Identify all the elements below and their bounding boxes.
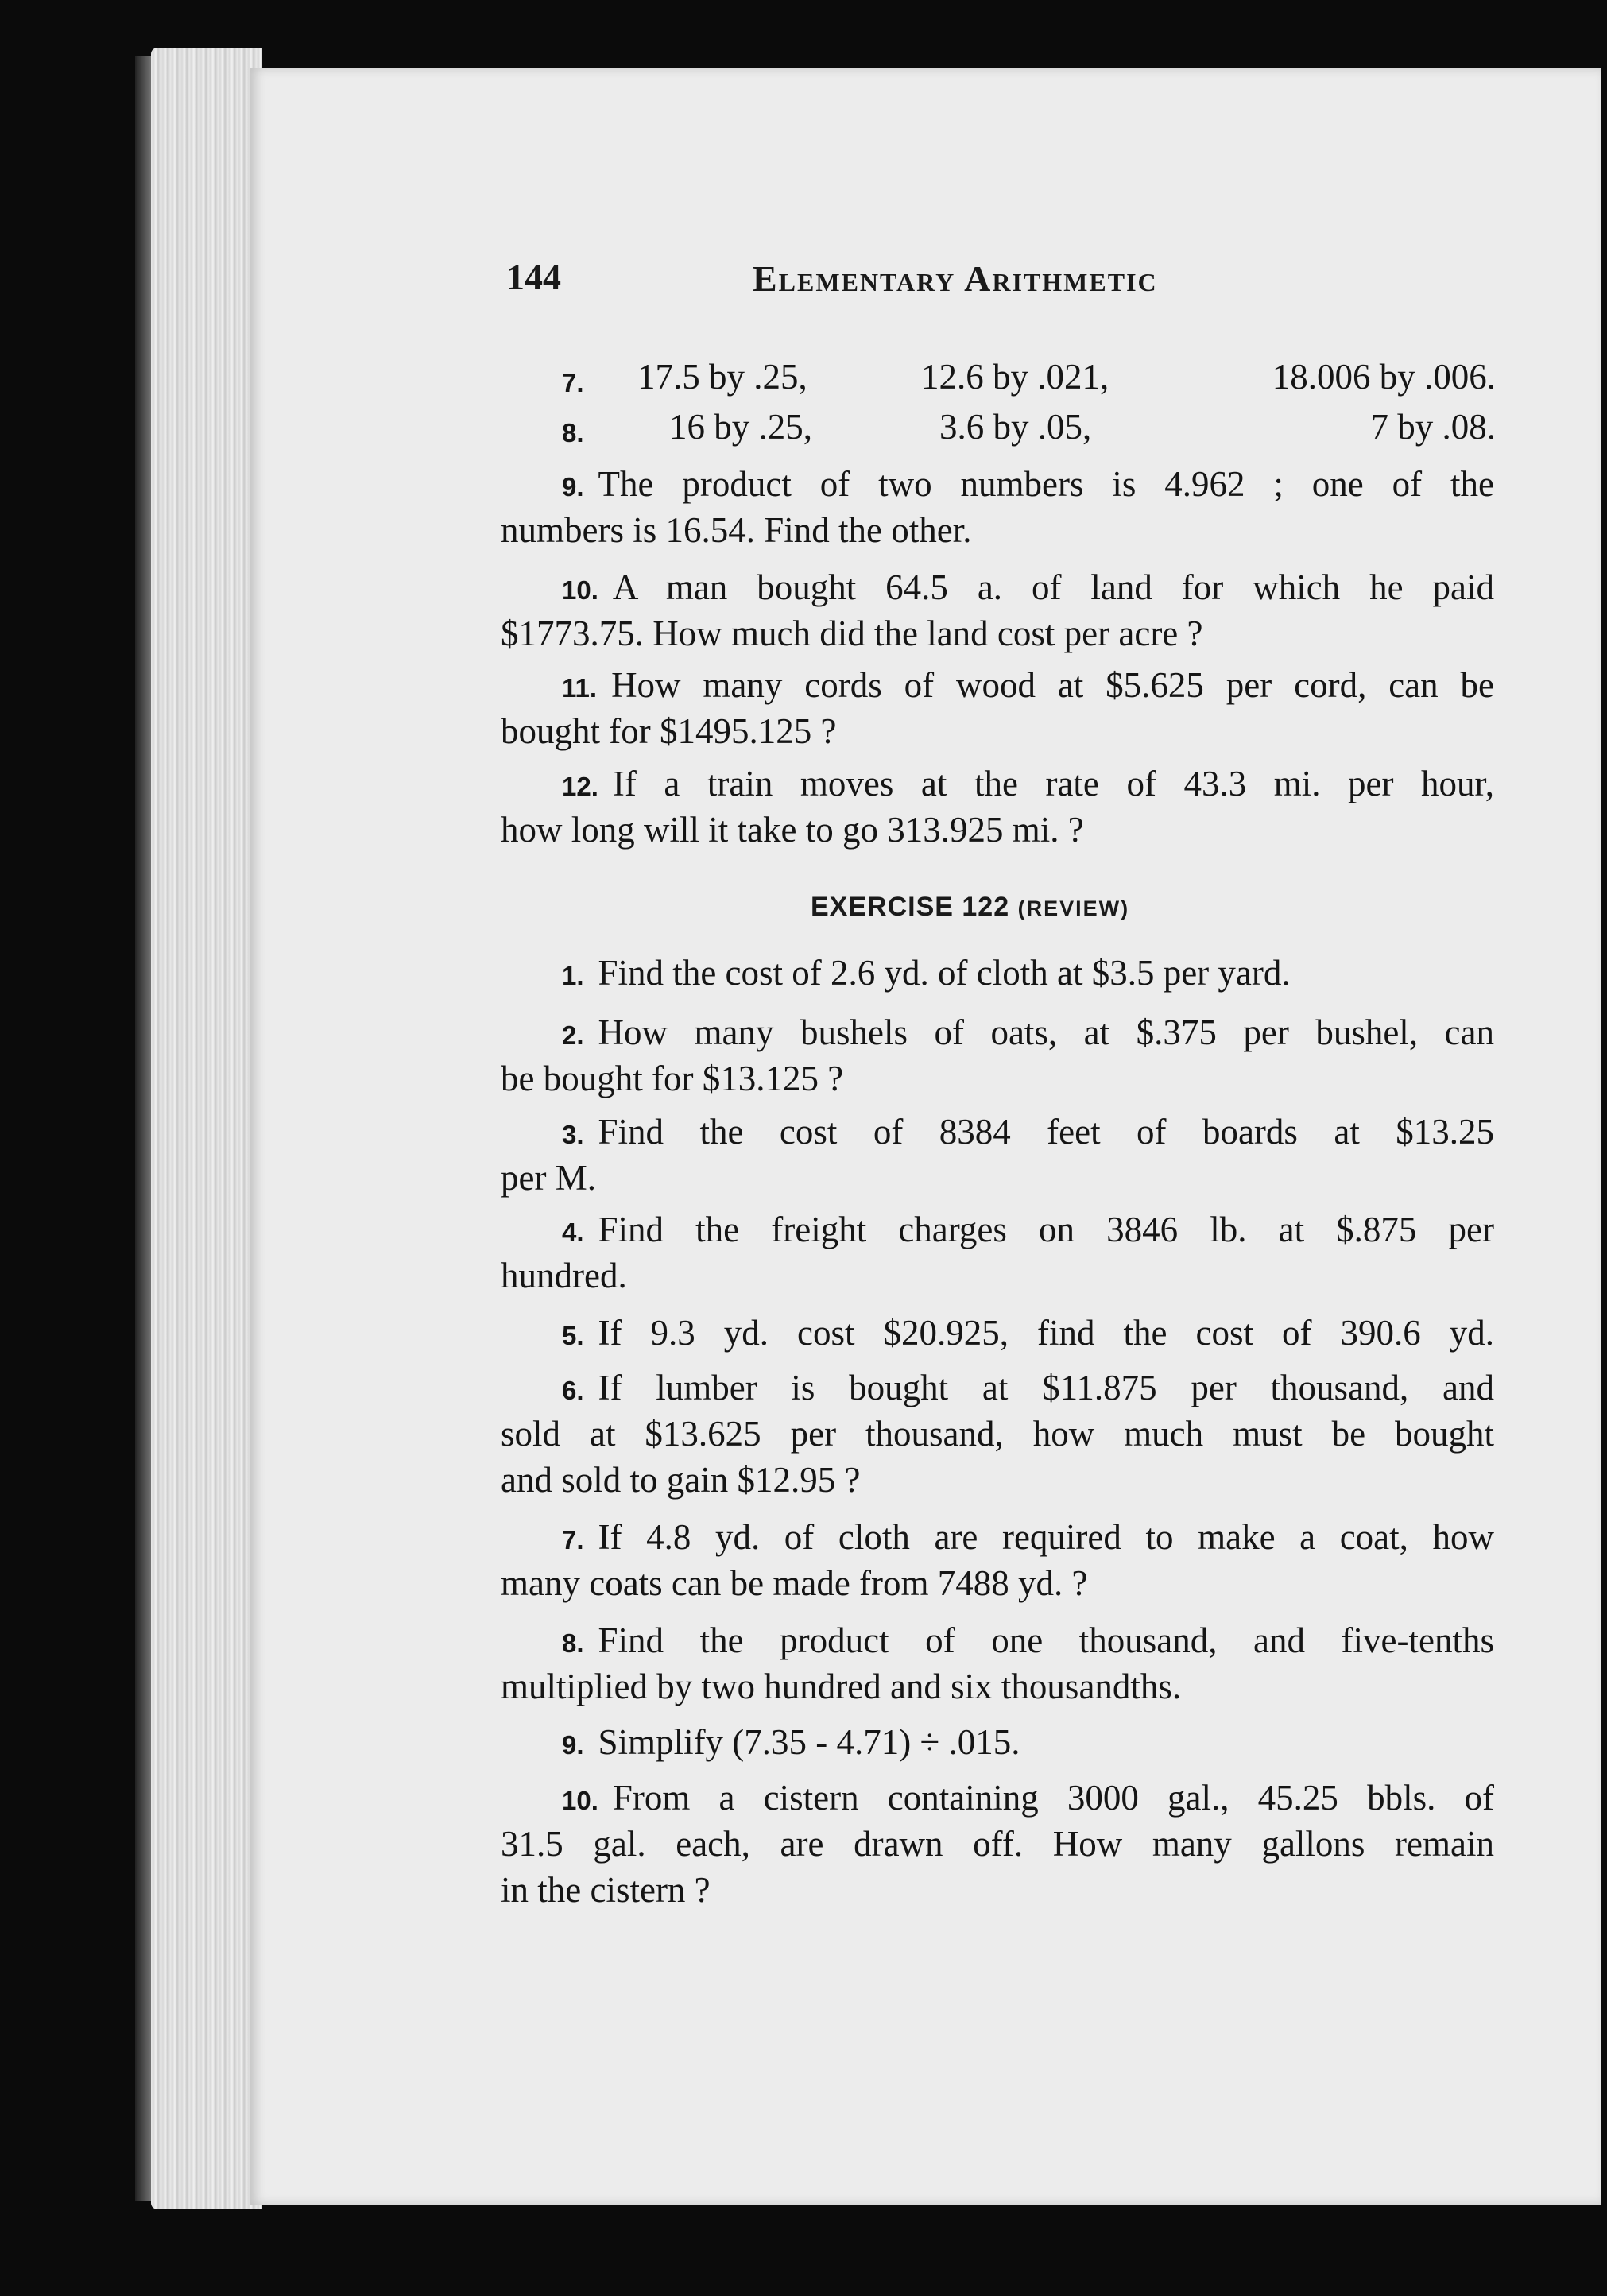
problem-line-first: 10. From a cistern containing 3000 gal., 45.25 bbls. of	[562, 1778, 1494, 1818]
problem-line-first: 8. Find the product of one thousand, and five-tenths	[562, 1620, 1494, 1660]
problem-line: be bought for $13.125 ?	[501, 1059, 844, 1098]
page-header	[506, 256, 1508, 312]
problem-item: 12.6 by .021,	[921, 357, 1109, 397]
problem-line: 31.5 gal. each, are drawn off. How many gallons remain	[501, 1824, 1494, 1864]
problem-row-7	[562, 354, 1496, 400]
problem-line: multiplied by two hundred and six thousandths.	[501, 1667, 1182, 1706]
problem-line: per M.	[501, 1158, 596, 1198]
problem-line-first: 10. A man bought 64.5 a. of land for which he paid	[562, 567, 1494, 607]
exercise-heading	[811, 892, 1129, 923]
problem-item: 3.6 by .05,	[939, 407, 1092, 447]
problem-line: hundred.	[501, 1256, 627, 1295]
problem-line: numbers is 16.54. Find the other.	[501, 510, 972, 550]
problem-line: in the cistern ?	[501, 1870, 711, 1910]
problem-line-first: 5. If 9.3 yd. cost $20.925, find the cost of 390.6 yd.	[562, 1313, 1494, 1353]
problem-line-first: 11. How many cords of wood at $5.625 per cord, can be	[562, 665, 1494, 705]
running-title: Elementary Arithmetic	[753, 258, 1158, 299]
problem-line-first: 12. If a train moves at the rate of 43.3 mi. per hour,	[562, 764, 1494, 803]
problem-line-first: 2. How many bushels of oats, at $.375 per bushel, can	[562, 1012, 1494, 1052]
problem-line: how long will it take to go 313.925 mi. ?	[501, 810, 1084, 850]
problem-line: bought for $1495.125 ?	[501, 711, 837, 751]
problem-line-first: 1. Find the cost of 2.6 yd. of cloth at $3.5 per yard.	[562, 953, 1291, 993]
problem-line: $1773.75. How much did the land cost per acre ?	[501, 614, 1203, 653]
problem-line-first: 3. Find the cost of 8384 feet of boards at $13.25	[562, 1112, 1494, 1152]
exercise-subtitle: (REVIEW)	[1017, 896, 1130, 920]
problem-line-first: 7. If 4.8 yd. of cloth are required to make a coat, how	[562, 1517, 1494, 1557]
problem-line: and sold to gain $12.95 ?	[501, 1460, 861, 1500]
problem-line-first: 4. Find the freight charges on 3846 lb. at $.875 per	[562, 1210, 1494, 1249]
problem-line: many coats can be made from 7488 yd. ?	[501, 1563, 1088, 1603]
problem-line-first: 9. The product of two numbers is 4.962 ; one of the	[562, 464, 1494, 504]
problem-line-first: 6. If lumber is bought at $11.875 per thousand, and	[562, 1368, 1494, 1407]
problem-item: 17.5 by .25,	[637, 357, 807, 397]
problem-item: 7 by .08.	[1370, 407, 1496, 447]
page-number: 144	[506, 257, 561, 297]
problem-row-8	[562, 404, 1496, 450]
page-edges	[151, 48, 262, 2209]
problem-item: 18.006 by .006.	[1272, 357, 1496, 397]
problem-line-first: 9. Simplify (7.35 - 4.71) ÷ .015.	[562, 1722, 1020, 1762]
problem-number: 8.	[562, 418, 584, 447]
problem-line: sold at $13.625 per thousand, how much must be bought	[501, 1414, 1494, 1454]
problem-item: 16 by .25,	[669, 407, 812, 447]
problem-number: 7.	[562, 368, 584, 397]
exercise-title: EXERCISE 122	[811, 892, 1010, 922]
